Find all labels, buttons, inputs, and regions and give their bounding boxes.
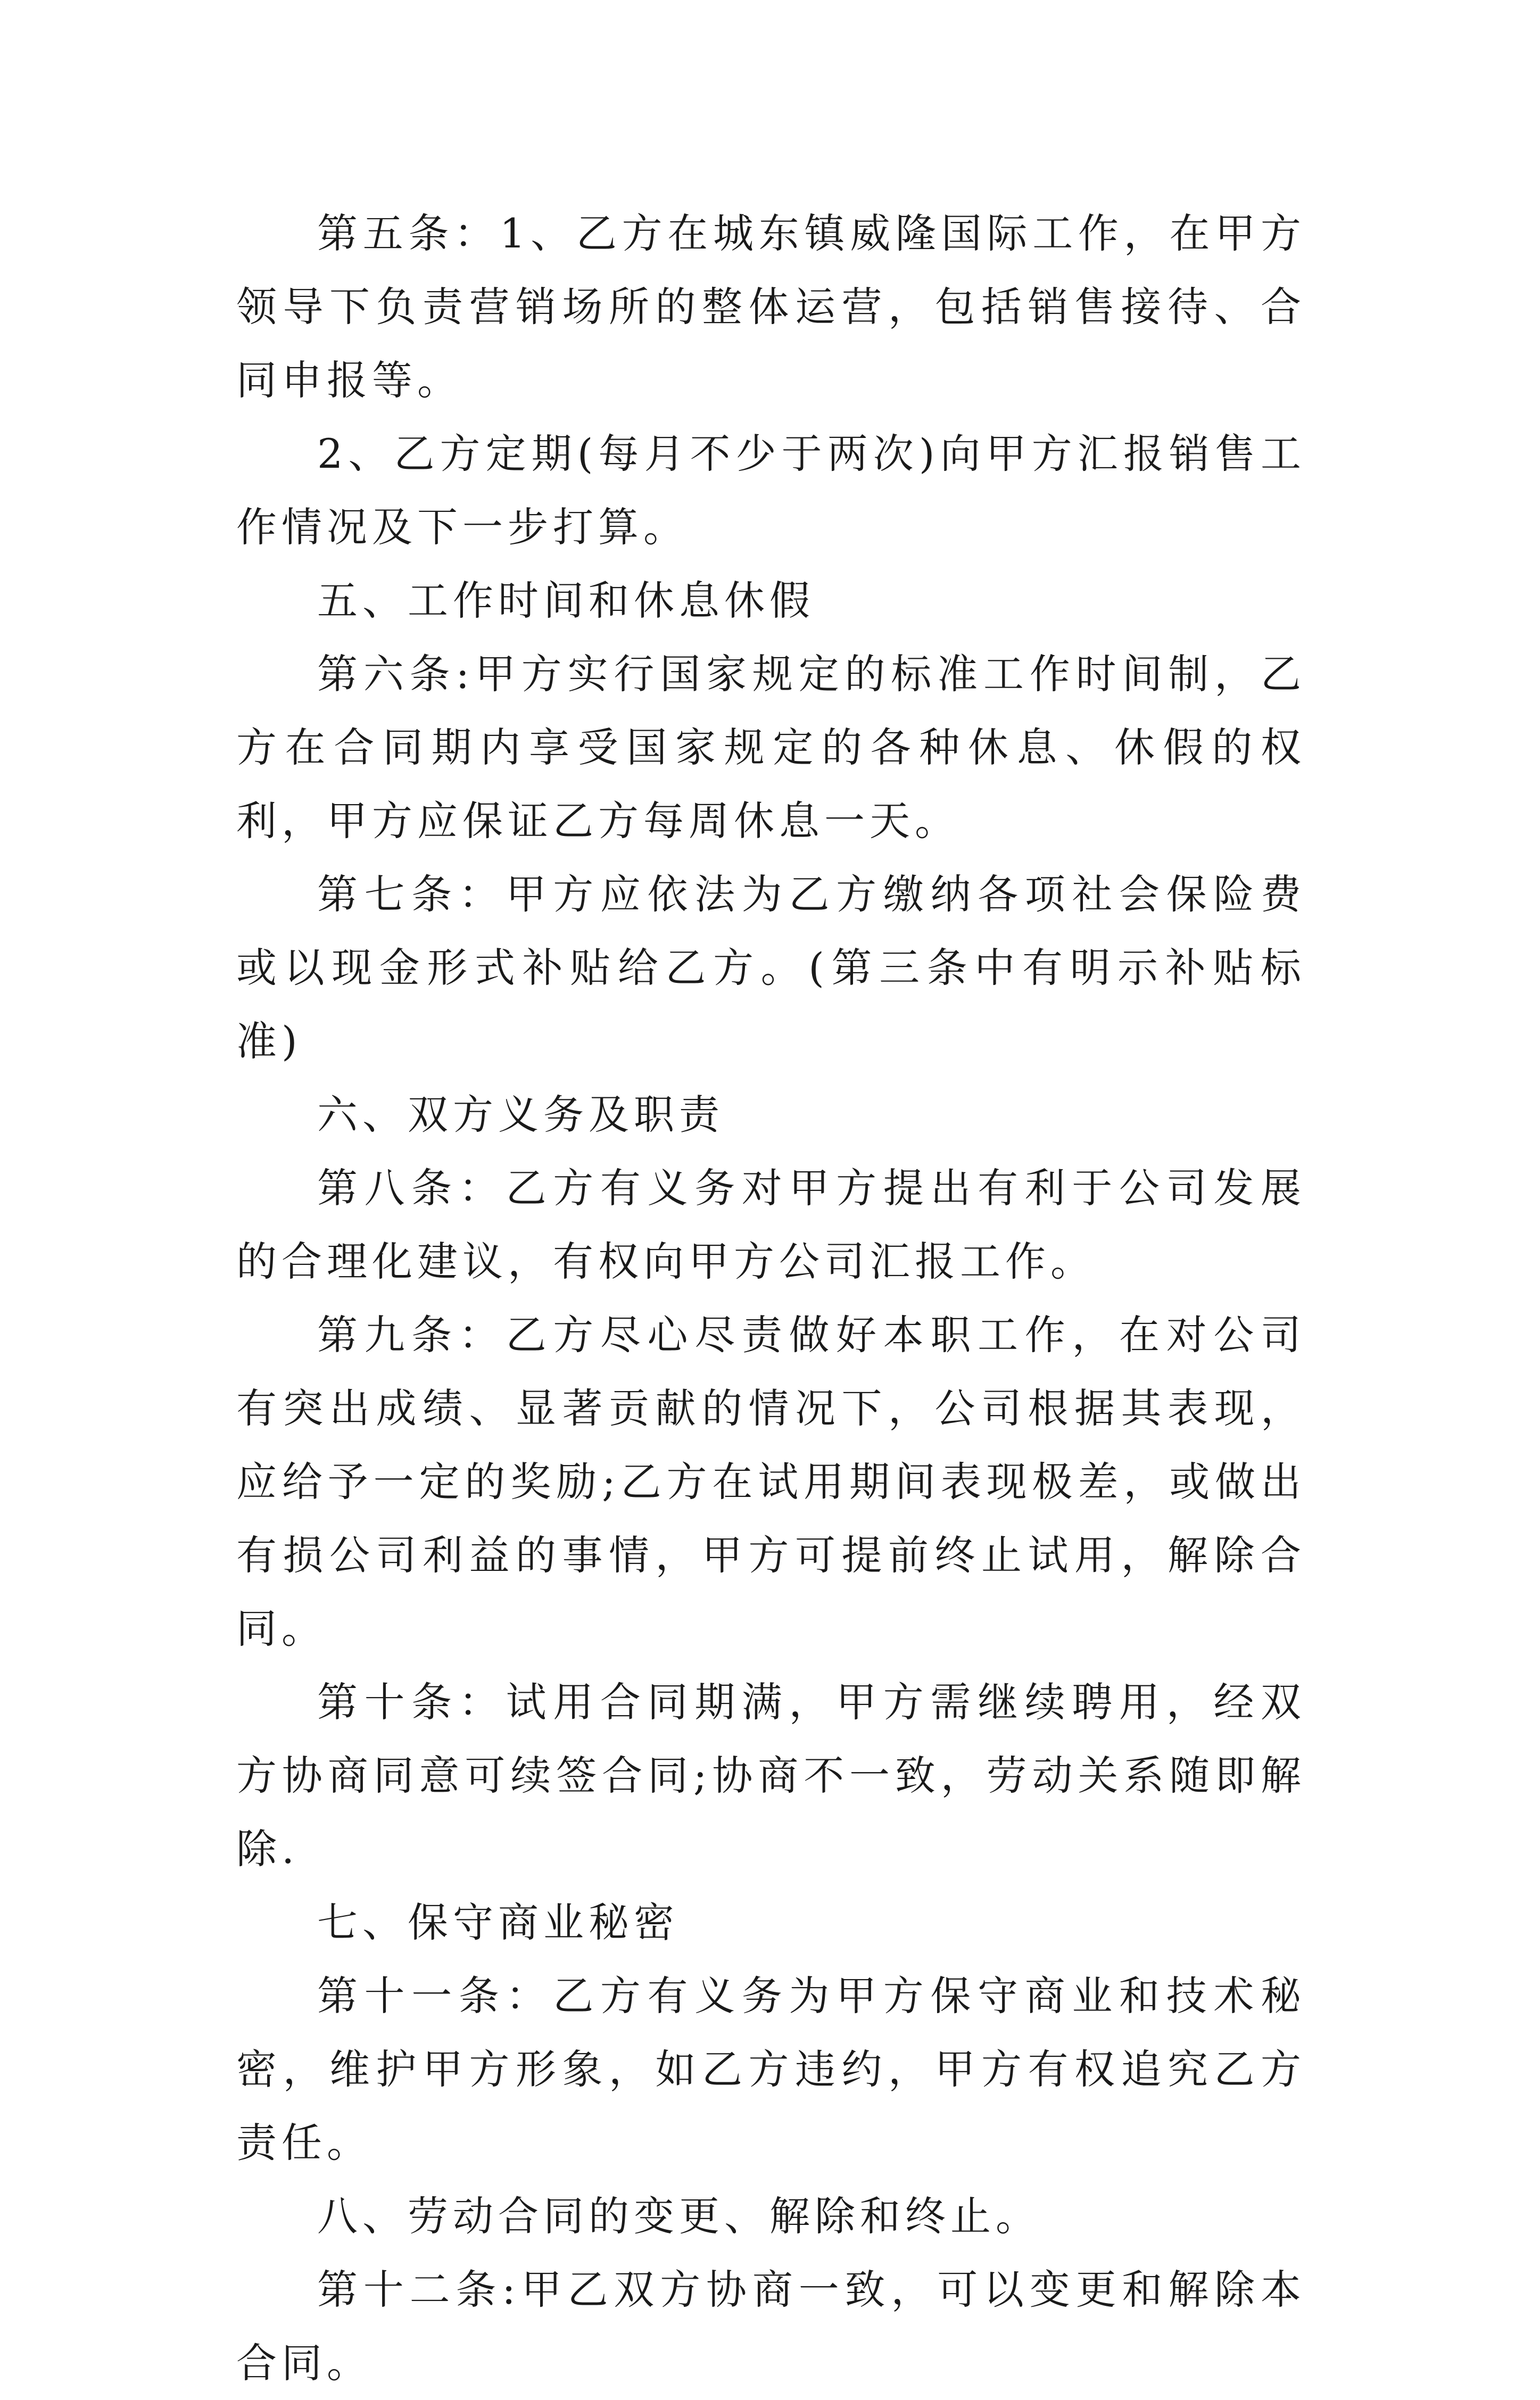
clause-5-item-2-paragraph: 2、乙方定期(每月不少于两次)向甲方汇报销售工作情况及下一步打算。 bbox=[236, 430, 1306, 551]
clause-9-paragraph: 第九条：乙方尽心尽责做好本职工作，在对公司有突出成绩、显著贡献的情况下，公司根据其表现，应给予一定的奖励;乙方在试用期间表现极差，或做出有损公司利益的事情，甲方可提前终止试用，解除合同。 bbox=[236, 1311, 1306, 1652]
clause-7-paragraph: 第七条：甲方应依法为乙方缴纳各项社会保险费或以现金形式补贴给乙方。(第三条中有明示补贴标准) bbox=[236, 871, 1306, 1065]
clause-11-paragraph: 第十一条：乙方有义务为甲方保守商业和技术秘密，维护甲方形象，如乙方违约，甲方有权追究乙方责任。 bbox=[236, 1972, 1306, 2166]
clause-5-paragraph: 第五条：1、乙方在城东镇威隆国际工作，在甲方领导下负责营销场所的整体运营，包括销售接待、合同申报等。 bbox=[236, 210, 1306, 404]
clause-10-paragraph: 第十条：试用合同期满，甲方需继续聘用，经双方协商同意可续签合同;协商不一致，劳动关系随即解除. bbox=[236, 1678, 1306, 1873]
section-heading-obligations: 六、双方义务及职责 bbox=[317, 1091, 724, 1138]
document-body bbox=[236, 197, 1306, 2400]
section-heading-contract-changes: 八、劳动合同的变更、解除和终止。 bbox=[317, 2192, 1041, 2240]
clause-12-paragraph: 第十二条:甲乙双方协商一致，可以变更和解除本合同。 bbox=[236, 2266, 1306, 2387]
section-heading-work-hours: 五、工作时间和休息休假 bbox=[317, 577, 815, 624]
clause-6-paragraph: 第六条:甲方实行国家规定的标准工作时间制，乙方在合同期内享受国家规定的各种休息、休假的权利，甲方应保证乙方每周休息一天。 bbox=[236, 650, 1306, 845]
section-heading-confidentiality: 七、保守商业秘密 bbox=[317, 1899, 679, 1946]
clause-8-paragraph: 第八条：乙方有义务对甲方提出有利于公司发展的合理化建议，有权向甲方公司汇报工作。 bbox=[236, 1164, 1306, 1285]
